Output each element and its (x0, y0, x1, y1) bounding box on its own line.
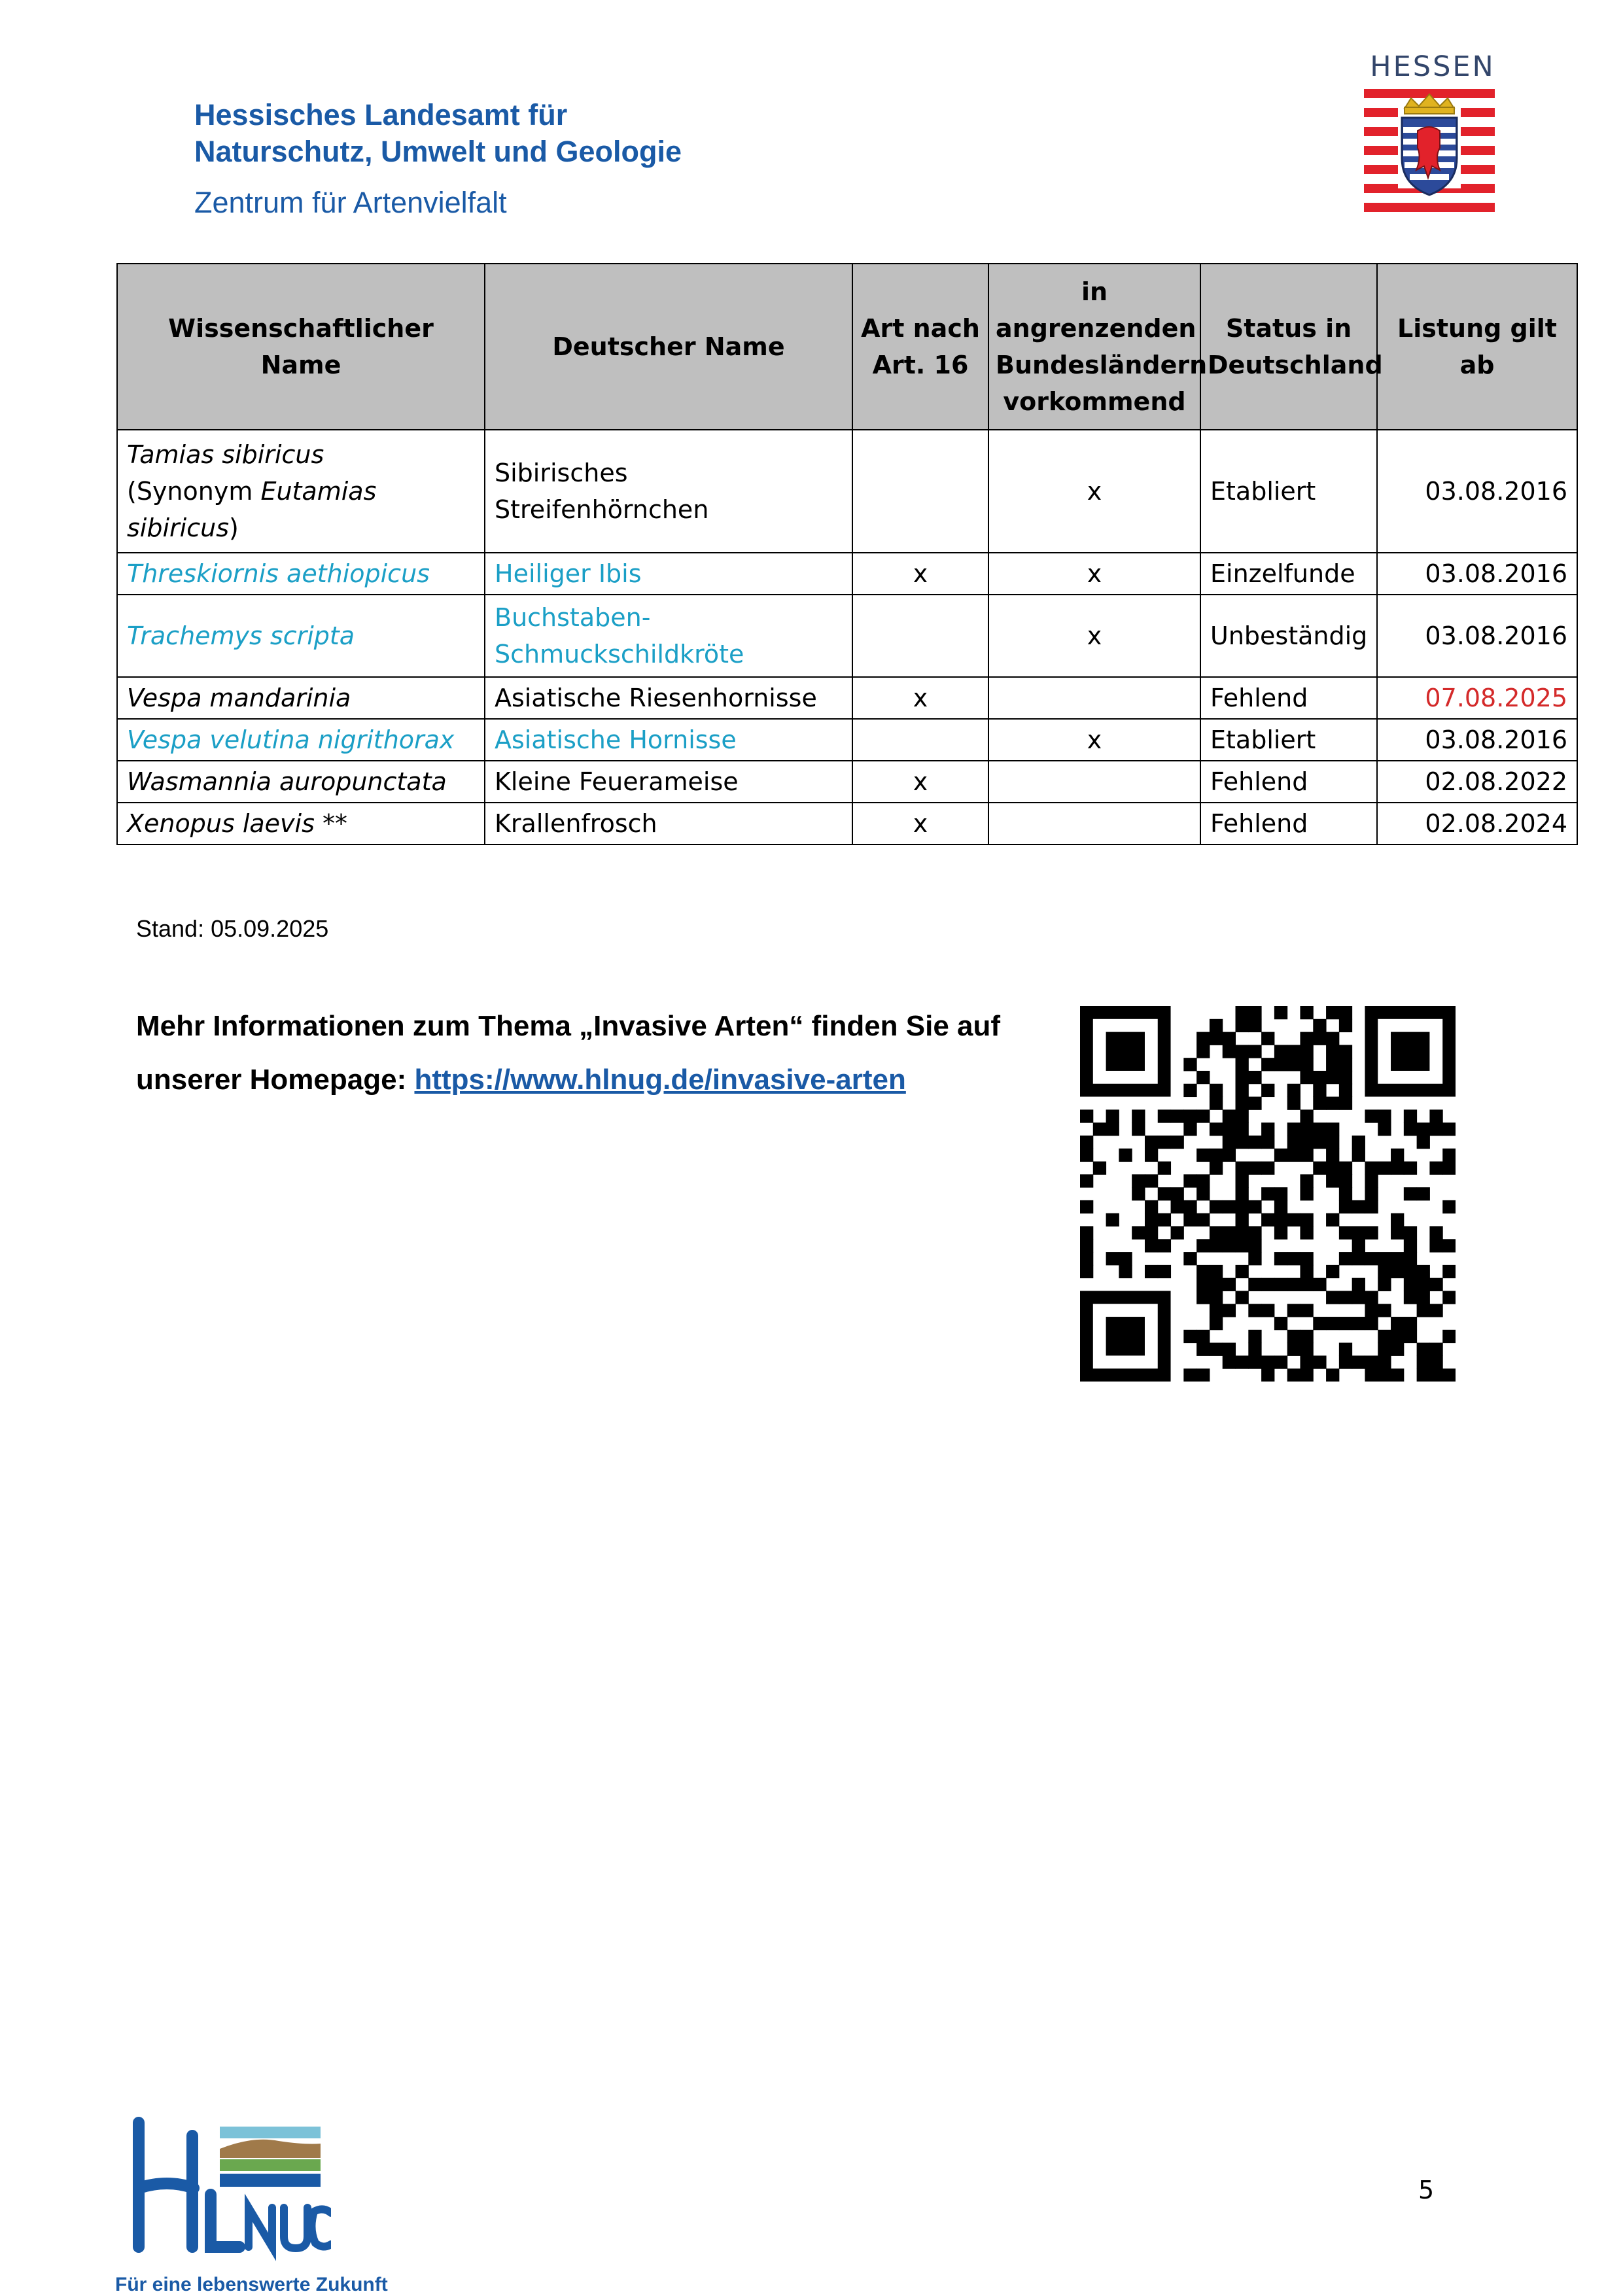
cell-art16 (852, 430, 988, 553)
hessen-logo (1364, 50, 1501, 213)
cell-listing-date: 03.08.2016 (1377, 595, 1577, 677)
column-header-scientific-name: Wissenschaftlicher Name (117, 264, 485, 430)
scientific-name: Tamias sibiricus (127, 440, 324, 469)
cell-scientific-name: Trachemys scripta (117, 595, 485, 677)
cell-german-name: Sibirisches Streifenhörnchen (485, 430, 852, 553)
cell-status: Fehlend (1200, 677, 1377, 719)
cell-listing-date: 03.08.2016 (1377, 719, 1577, 761)
cell-art16 (852, 595, 988, 677)
cell-status: Etabliert (1200, 430, 1377, 553)
page-number: 5 (1418, 2176, 1435, 2204)
cell-neighbor-states: x (988, 430, 1200, 553)
column-header-status: Status in Deutschland (1200, 264, 1377, 430)
hlnug-tagline: Für eine lebenswerte Zukunft (115, 2274, 388, 2295)
hessen-crest-icon (1364, 89, 1495, 213)
organization-header (194, 97, 682, 221)
cell-neighbor-states (988, 803, 1200, 844)
cell-neighbor-states (988, 761, 1200, 803)
qr-code (1080, 1006, 1456, 1382)
column-header-listing-date: Listung gilt ab (1377, 264, 1577, 430)
cell-german-name: Heiliger Ibis (485, 553, 852, 595)
cell-scientific-name: Vespa mandarinia (117, 677, 485, 719)
synonym-suffix: ) (229, 513, 239, 542)
cell-art16: x (852, 677, 988, 719)
cell-german-name: Krallenfrosch (485, 803, 852, 844)
cell-listing-date: 07.08.2025 (1377, 677, 1577, 719)
homepage-link[interactable]: https://www.hlnug.de/invasive-arten (414, 1064, 906, 1096)
german-name-line2: Schmuckschildkröte (495, 640, 744, 669)
column-header-art16: Art nach Art. 16 (852, 264, 988, 430)
table-row (117, 595, 1577, 677)
org-name-line2: Naturschutz, Umwelt und Geologie (194, 135, 682, 168)
table-row (117, 803, 1577, 844)
cell-listing-date: 02.08.2024 (1377, 803, 1577, 844)
cell-status: Einzelfunde (1200, 553, 1377, 595)
hlnug-logo-icon (115, 2116, 331, 2267)
german-name-line1: Buchstaben- (495, 603, 651, 632)
invasive-species-table (116, 263, 1578, 845)
stand-date: Stand: 05.09.2025 (136, 915, 329, 942)
cell-neighbor-states: x (988, 719, 1200, 761)
cell-neighbor-states (988, 677, 1200, 719)
table-row (117, 761, 1577, 803)
table-row (117, 430, 1577, 553)
cell-neighbor-states: x (988, 595, 1200, 677)
table-row (117, 677, 1577, 719)
org-department: Zentrum für Artenvielfalt (194, 186, 507, 219)
cell-scientific-name: Vespa velutina nigrithorax (117, 719, 485, 761)
cell-scientific-name: Threskiornis aethiopicus (117, 553, 485, 595)
cell-neighbor-states: x (988, 553, 1200, 595)
cell-art16: x (852, 803, 988, 844)
table-row (117, 553, 1577, 595)
org-name-line1: Hessisches Landesamt für (194, 98, 568, 131)
cell-art16: x (852, 553, 988, 595)
cell-german-name: Asiatische Riesenhornisse (485, 677, 852, 719)
cell-scientific-name (117, 430, 485, 553)
cell-status: Etabliert (1200, 719, 1377, 761)
hlnug-logo (115, 2116, 388, 2296)
table-header-row (117, 264, 1577, 430)
column-header-neighbor-states: in angrenzenden Bundesländern vorkommend (988, 264, 1200, 430)
table-row (117, 719, 1577, 761)
cell-german-name (485, 595, 852, 677)
cell-art16: x (852, 761, 988, 803)
cell-status: Fehlend (1200, 761, 1377, 803)
synonym-name: Eutamias sibiricus (127, 477, 377, 542)
more-info-paragraph (136, 1000, 1065, 1107)
cell-listing-date: 03.08.2016 (1377, 430, 1577, 553)
cell-german-name: Kleine Feuerameise (485, 761, 852, 803)
cell-art16 (852, 719, 988, 761)
cell-status: Unbeständig (1200, 595, 1377, 677)
cell-german-name: Asiatische Hornisse (485, 719, 852, 761)
cell-scientific-name: Wasmannia auropunctata (117, 761, 485, 803)
cell-scientific-name: Xenopus laevis ** (117, 803, 485, 844)
cell-status: Fehlend (1200, 803, 1377, 844)
synonym-prefix: (Synonym (127, 477, 261, 506)
column-header-german-name: Deutscher Name (485, 264, 852, 430)
hessen-logo-text: HESSEN (1370, 50, 1495, 83)
cell-listing-date: 02.08.2022 (1377, 761, 1577, 803)
more-info-text: Mehr Informationen zum Thema „Invasive Arten“ finden Sie auf unserer Homepage: (136, 1010, 1001, 1096)
cell-listing-date: 03.08.2016 (1377, 553, 1577, 595)
